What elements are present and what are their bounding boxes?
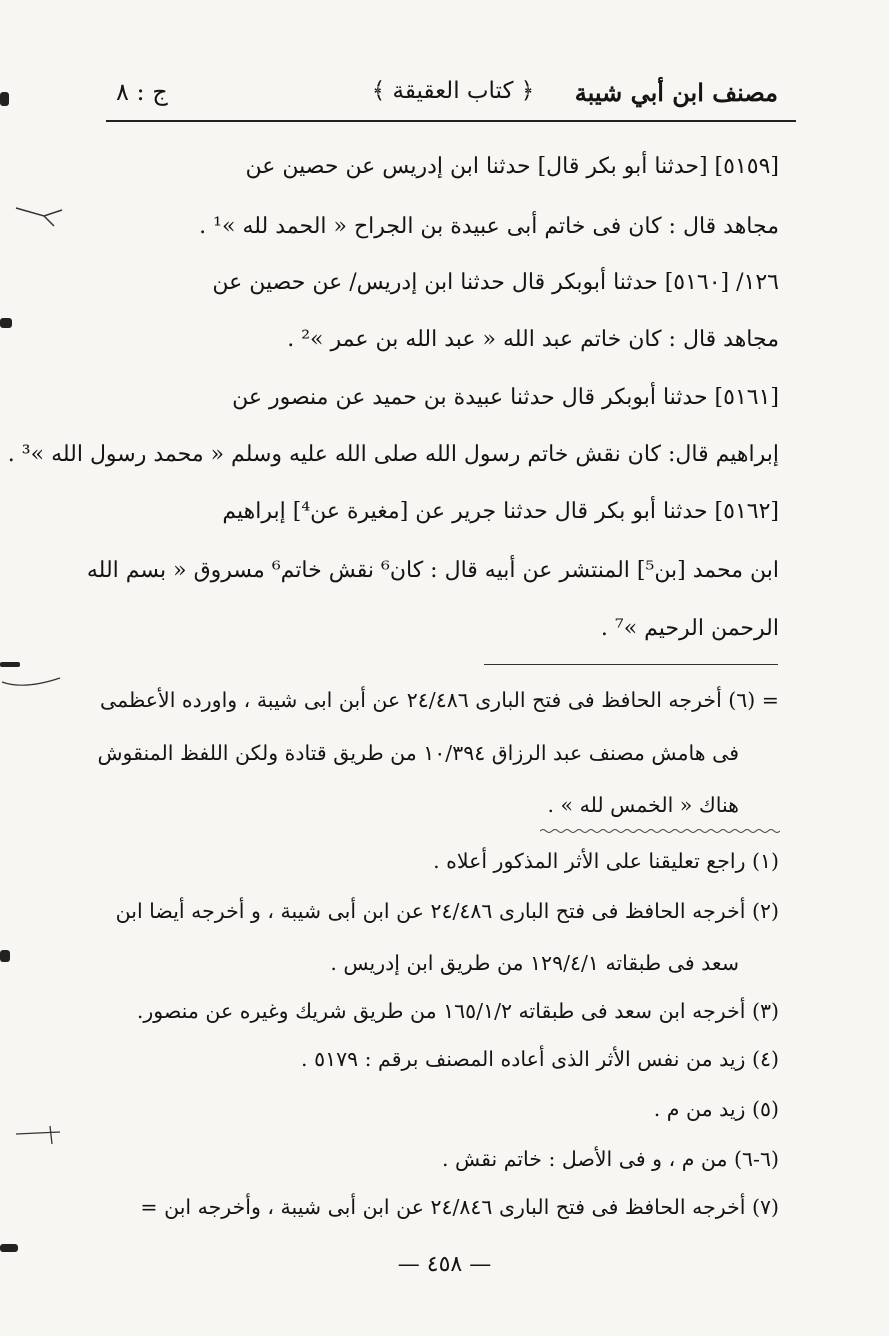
margin-stroke [0, 670, 64, 700]
margin-mark [0, 662, 20, 667]
continued-footnote-line: فى هامش مصنف عبد الرزاق ١٠/٣٩٤ من طريق قتادة ولكن اللفظ المنقوش [97, 741, 739, 765]
margin-stroke [14, 1122, 64, 1148]
body-line: مجاهد قال : كان فى خاتم أبى عبيدة بن الجراح « الحمد لله »¹ . [199, 214, 779, 239]
body-line: [٥١٦١] حدثنا أبوبكر قال حدثنا عبيدة بن حميد عن منصور عن [232, 385, 779, 410]
footnote-line: (٦-٦) من م ، و فى الأصل : خاتم نقش . [441, 1147, 779, 1171]
running-header [108, 72, 798, 122]
header-rule [106, 120, 796, 122]
footnote-line: (٧) أخرجه الحافظ فى فتح البارى ٢٤/٨٤٦ عن ابن أبى شيبة ، وأخرجه ابن = [140, 1195, 779, 1219]
footnote-separator [484, 664, 778, 665]
page-number: — ٤٥٨ — [397, 1252, 492, 1277]
margin-mark [0, 950, 10, 962]
continued-footnote-line: هناك « الخمس لله » . [547, 793, 739, 817]
header-volume: ج : ٨ [116, 78, 168, 106]
body-line: [٥١٥٩] [حدثنا أبو بكر قال] حدثنا ابن إدريس عن حصين عن [245, 154, 779, 179]
body-line: ١٢٦/ [٥١٦٠] حدثنا أبوبكر قال حدثنا ابن إدريس/ عن حصين عن [212, 270, 779, 295]
margin-mark [0, 92, 9, 106]
margin-mark [0, 318, 12, 328]
header-chapter-title: ﴿ كتاب العقيقة ﴾ [371, 78, 535, 104]
footnote-line: سعد فى طبقاته ١٢٩/٤/١ من طريق ابن إدريس . [330, 951, 739, 975]
footnote-line: (٤) زيد من نفس الأثر الذى أعاده المصنف برقم : ٥١٧٩ . [301, 1047, 779, 1071]
header-book-title: مصنف ابن أبي شيبة [574, 78, 778, 107]
body-line: الرحمن الرحيم »⁷ . [600, 616, 779, 641]
body-line: إبراهيم قال: كان نقش خاتم رسول الله صلى الله عليه وسلم « محمد رسول الله »³ . [7, 442, 779, 467]
margin-stroke [14, 200, 64, 230]
wavy-separator [540, 828, 780, 834]
footnote-line: (١) راجع تعليقنا على الأثر المذكور أعلاه . [433, 849, 779, 873]
footnote-line: (٣) أخرجه ابن سعد فى طبقاته ١٦٥/١/٢ من طريق شريك وغيره عن منصور. [136, 999, 779, 1023]
footnote-line: (٥) زيد من م . [653, 1097, 779, 1121]
body-line: مجاهد قال : كان خاتم عبد الله « عبد الله بن عمر »² . [287, 327, 779, 352]
body-line: ابن محمد [بن⁵] المنتشر عن أبيه قال : كان⁶ نقش خاتم⁶ مسروق « بسم الله [86, 558, 779, 583]
body-line: [٥١٦٢] حدثنا أبو بكر قال حدثنا جرير عن [مغيرة عن⁴] إبراهيم [222, 499, 779, 524]
continued-footnote-line: = (٦) أخرجه الحافظ فى فتح البارى ٢٤/٤٨٦ عن أبن ابى شيبة ، واورده الأعظمى [100, 688, 779, 712]
margin-mark [0, 1244, 18, 1252]
footnote-line: (٢) أخرجه الحافظ فى فتح البارى ٢٤/٤٨٦ عن ابن أبى شيبة ، و أخرجه أيضا ابن [115, 899, 779, 923]
